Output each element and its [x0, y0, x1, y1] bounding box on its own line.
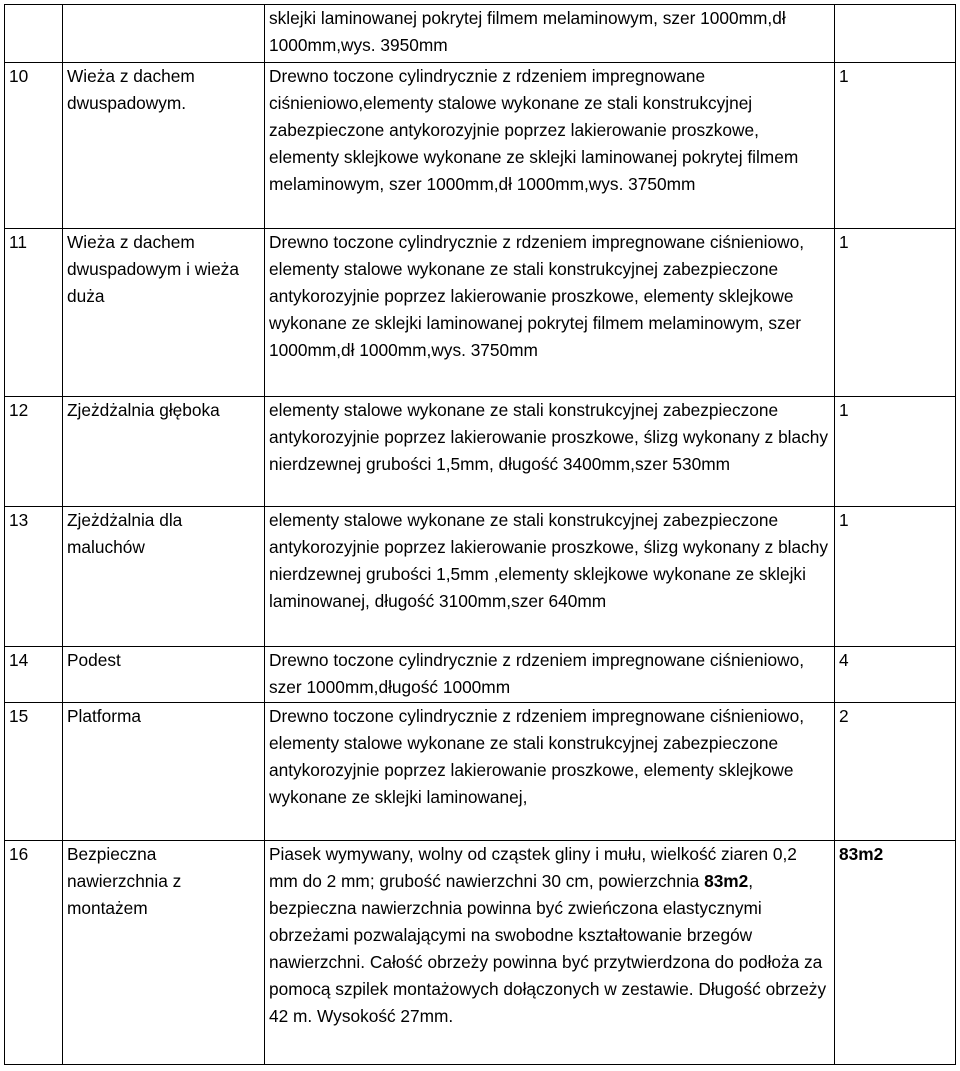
item-name-cell: Platforma — [63, 703, 265, 841]
row-number-cell: 15 — [5, 703, 63, 841]
quantity-cell — [835, 5, 956, 63]
item-description-cell — [265, 841, 835, 1065]
quantity-cell: 1 — [835, 397, 956, 507]
table-row — [5, 647, 956, 703]
item-description-cell: Drewno toczone cylindrycznie z rdzeniem impregnowane ciśnieniowo,elementy stalowe wykonane ze stali konstrukcyjnej zabezpieczone antykorozyjnie poprzez lakierowanie proszkowe, elementy sklejkowe wykonane ze sklejki laminowanej pokrytej filmem melaminowym, szer 1000mm,dł 1000mm,wys. 3750mm — [265, 63, 835, 229]
table-row — [5, 5, 956, 63]
row-number-cell: 10 — [5, 63, 63, 229]
area-highlight: 83m2 — [704, 871, 749, 891]
quantity-cell: 4 — [835, 647, 956, 703]
item-description-cell: elementy stalowe wykonane ze stali konstrukcyjnej zabezpieczone antykorozyjnie poprzez lakierowanie proszkowe, ślizg wykonany z blachy nierdzewnej grubości 1,5mm ,elementy sklejkowe wykonane ze sklejki laminowanej, długość 3100mm,szer 640mm — [265, 507, 835, 647]
quantity-cell: 1 — [835, 63, 956, 229]
row-number-cell: 12 — [5, 397, 63, 507]
table-row — [5, 229, 956, 397]
row-number-cell: 11 — [5, 229, 63, 397]
item-description-cell: sklejki laminowanej pokrytej filmem melaminowym, szer 1000mm,dł 1000mm,wys. 3950mm — [265, 5, 835, 63]
table-row — [5, 841, 956, 1065]
item-name-cell: Wieża z dachem dwuspadowym. — [63, 63, 265, 229]
table-row — [5, 507, 956, 647]
row-number-cell: 14 — [5, 647, 63, 703]
item-name-cell: Zjeżdżalnia głęboka — [63, 397, 265, 507]
table-row — [5, 397, 956, 507]
row-number-cell: 16 — [5, 841, 63, 1065]
item-name-cell: Podest — [63, 647, 265, 703]
quantity-cell: 2 — [835, 703, 956, 841]
item-description-cell: Drewno toczone cylindrycznie z rdzeniem impregnowane ciśnieniowo, elementy stalowe wykonane ze stali konstrukcyjnej zabezpieczone antykorozyjnie poprzez lakierowanie proszkowe, elementy sklejkowe wykonane ze sklejki laminowanej pokrytej filmem melaminowym, szer 1000mm,dł 1000mm,wys. 3750mm — [265, 229, 835, 397]
table-row — [5, 703, 956, 841]
item-description-cell: Drewno toczone cylindrycznie z rdzeniem impregnowane ciśnieniowo, szer 1000mm,długość 1000mm — [265, 647, 835, 703]
row-number-cell: 13 — [5, 507, 63, 647]
description-text: , bezpieczna nawierzchnia powinna być zwieńczona elastycznymi obrzeżami pozwalającymi na swobodne kształtowanie brzegów nawierzchni. Całość obrzeży powinna być przytwierdzona do podłoża za pomocą szpilek montażowych dołączonych w zestawie. Długość obrzeży 42 m. Wysokość 27mm. — [269, 871, 827, 1026]
item-description-cell: Drewno toczone cylindrycznie z rdzeniem impregnowane ciśnieniowo, elementy stalowe wykonane ze stali konstrukcyjnej zabezpieczone antykorozyjnie poprzez lakierowanie proszkowe, elementy sklejkowe wykonane ze sklejki laminowanej, — [265, 703, 835, 841]
item-name-cell: Wieża z dachem dwuspadowym i wieża duża — [63, 229, 265, 397]
row-number-cell — [5, 5, 63, 63]
item-name-cell: Zjeżdżalnia dla maluchów — [63, 507, 265, 647]
description-text: Piasek wymywany, wolny od cząstek gliny i mułu, wielkość ziaren 0,2 mm do 2 mm; grubość nawierzchni 30 cm, powierzchnia — [269, 844, 797, 891]
quantity-cell: 83m2 — [835, 841, 956, 1065]
item-name-cell — [63, 5, 265, 63]
specification-table — [4, 4, 956, 1065]
table-row — [5, 63, 956, 229]
quantity-cell: 1 — [835, 507, 956, 647]
item-name-cell: Bezpieczna nawierzchnia z montażem — [63, 841, 265, 1065]
item-description-cell: elementy stalowe wykonane ze stali konstrukcyjnej zabezpieczone antykorozyjnie poprzez lakierowanie proszkowe, ślizg wykonany z blachy nierdzewnej grubości 1,5mm, długość 3400mm,szer 530mm — [265, 397, 835, 507]
quantity-cell: 1 — [835, 229, 956, 397]
